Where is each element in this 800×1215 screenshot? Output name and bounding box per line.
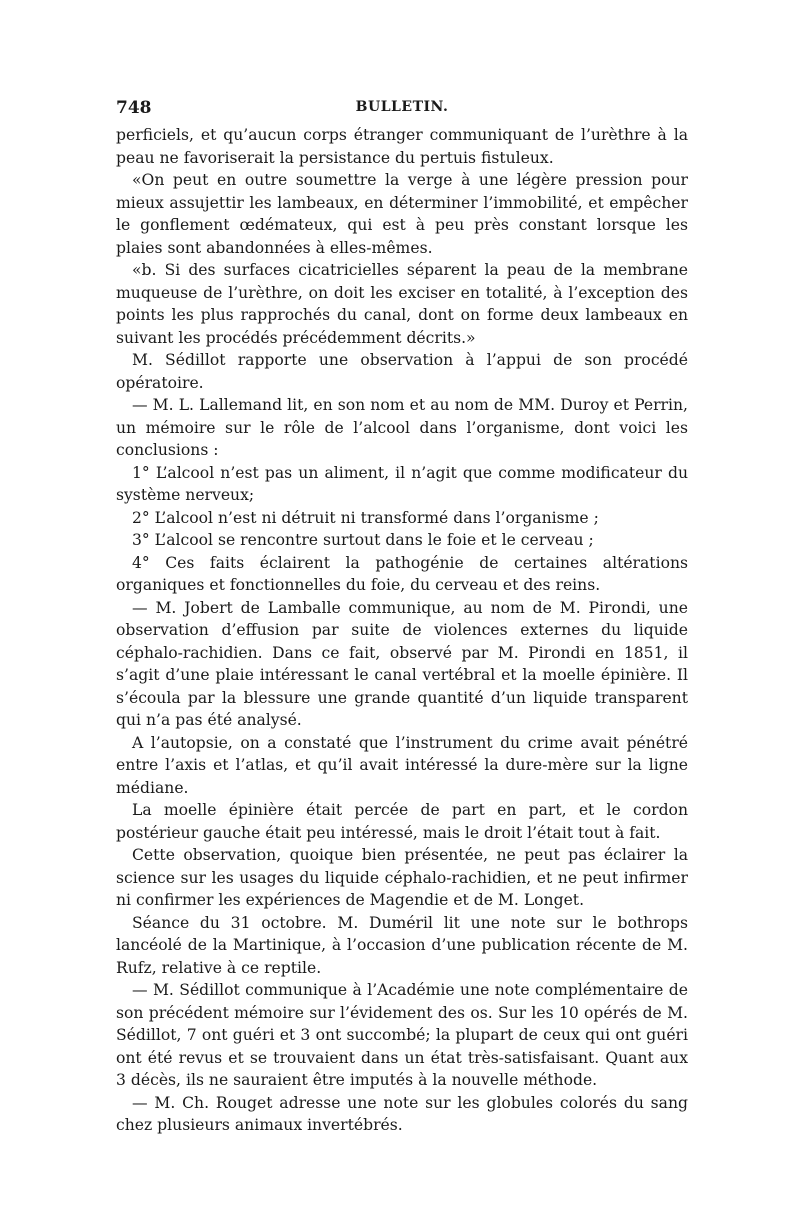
conclusion-item-3: 3° L’alcool se rencontre surtout dans le foie et le cerveau ;	[132, 531, 594, 549]
paragraph-observation-remark: Cette observation, quoique bien présentée, ne peut pas éclairer la science sur les usages du liquide céphalo-rachidien, et ne peut infirmer ni confirmer les expériences de Magendie et de M. Longet.	[116, 846, 688, 909]
paragraph-continuation: perficiels, et qu’aucun corps étranger communiquant de l’urèthre à la peau ne favoriserait la persistance du pertuis fistuleux.	[116, 126, 688, 167]
page-header	[116, 98, 688, 124]
paragraph-sedillot-observation: M. Sédillot rapporte une observation à l’appui de son procédé opératoire.	[116, 351, 688, 392]
page-number: 748	[116, 98, 152, 118]
paragraph-quote-pressure: «On peut en outre soumettre la verge à une légère pression pour mieux assujettir les lambeaux, en déterminer l’immobilité, et empêcher le gonflement œdémateux, qui est à peu près constant lorsque les plaies sont abandonnées à elles-mêmes.	[116, 171, 688, 257]
conclusion-item-2: 2° L’alcool n’est ni détruit ni transformé dans l’organisme ;	[132, 508, 599, 527]
paragraph-spinal-cord: La moelle épinière était percée de part en part, et le cordon postérieur gauche était peu intéressé, mais le droit l’était tout à fait.	[116, 801, 688, 842]
paragraph-seance-31-octobre: Séance du 31 octobre. M. Duméril lit une note sur le bothrops lancéolé de la Martinique, à l’occasion d’une publication récente de M. Rufz, relative à ce reptile.	[116, 913, 688, 977]
conclusion-item-4: 4° Ces faits éclairent la pathogénie de certaines altérations organiques et fonctionnelles du foie, du cerveau et des reins.	[116, 553, 688, 594]
paragraph-rouget-note: — M. Ch. Rouget adresse une note sur les globules colorés du sang chez plusieurs animaux invertébrés.	[116, 1093, 688, 1134]
paragraph-quote-b: «b. Si des surfaces cicatricielles séparent la peau de la membrane muqueuse de l’urèthre, on doit les exciser en totalité, à l’exception des points les plus rapprochés du canal, dont on forme deux lambeaux en suivant les procédés précédemment décrits.»	[116, 261, 688, 347]
body-text	[116, 124, 688, 1137]
paragraph-lallemand-memoir: — M. L. Lallemand lit, en son nom et au nom de MM. Duroy et Perrin, un mémoire sur le rôle de l’alcool dans l’organisme, dont voici les conclusions :	[116, 396, 688, 459]
paragraph-autopsy: A l’autopsie, on a constaté que l’instrument du crime avait pénétré entre l’axis et l’atlas, et qu’il avait intéressé la dure-mère sur la ligne médiane.	[116, 733, 688, 797]
running-head: BULLETIN.	[355, 99, 449, 115]
paragraph-jobert-observation: — M. Jobert de Lamballe communique, au nom de M. Pirondi, une observation d’effusion par suite de violences externes du liquide céphalo-rachidien. Dans ce fait, observé par M. Pirondi en 1851, il s’agit d’une plaie intéressant le canal vertébral et la moelle épinière. Il s’écoula par la blessure une grande quantité d’un liquide transparent qui n’a pas été analysé.	[116, 598, 688, 729]
conclusion-item-1: 1° L’alcool n’est pas un aliment, il n’agit que comme modificateur du système nerveux;	[116, 463, 688, 504]
paragraph-sedillot-evidement: — M. Sédillot communique à l’Académie une note complémentaire de son précédent mémoire sur l’évidement des os. Sur les 10 opérés de M. Sédillot, 7 ont guéri et 3 ont succombé; la plupart de ceux qui ont guéri ont été revus et se trouvaient dans un état très-satisfaisant. Quant aux 3 décès, ils ne sauraient être imputés à la nouvelle méthode.	[116, 981, 688, 1089]
